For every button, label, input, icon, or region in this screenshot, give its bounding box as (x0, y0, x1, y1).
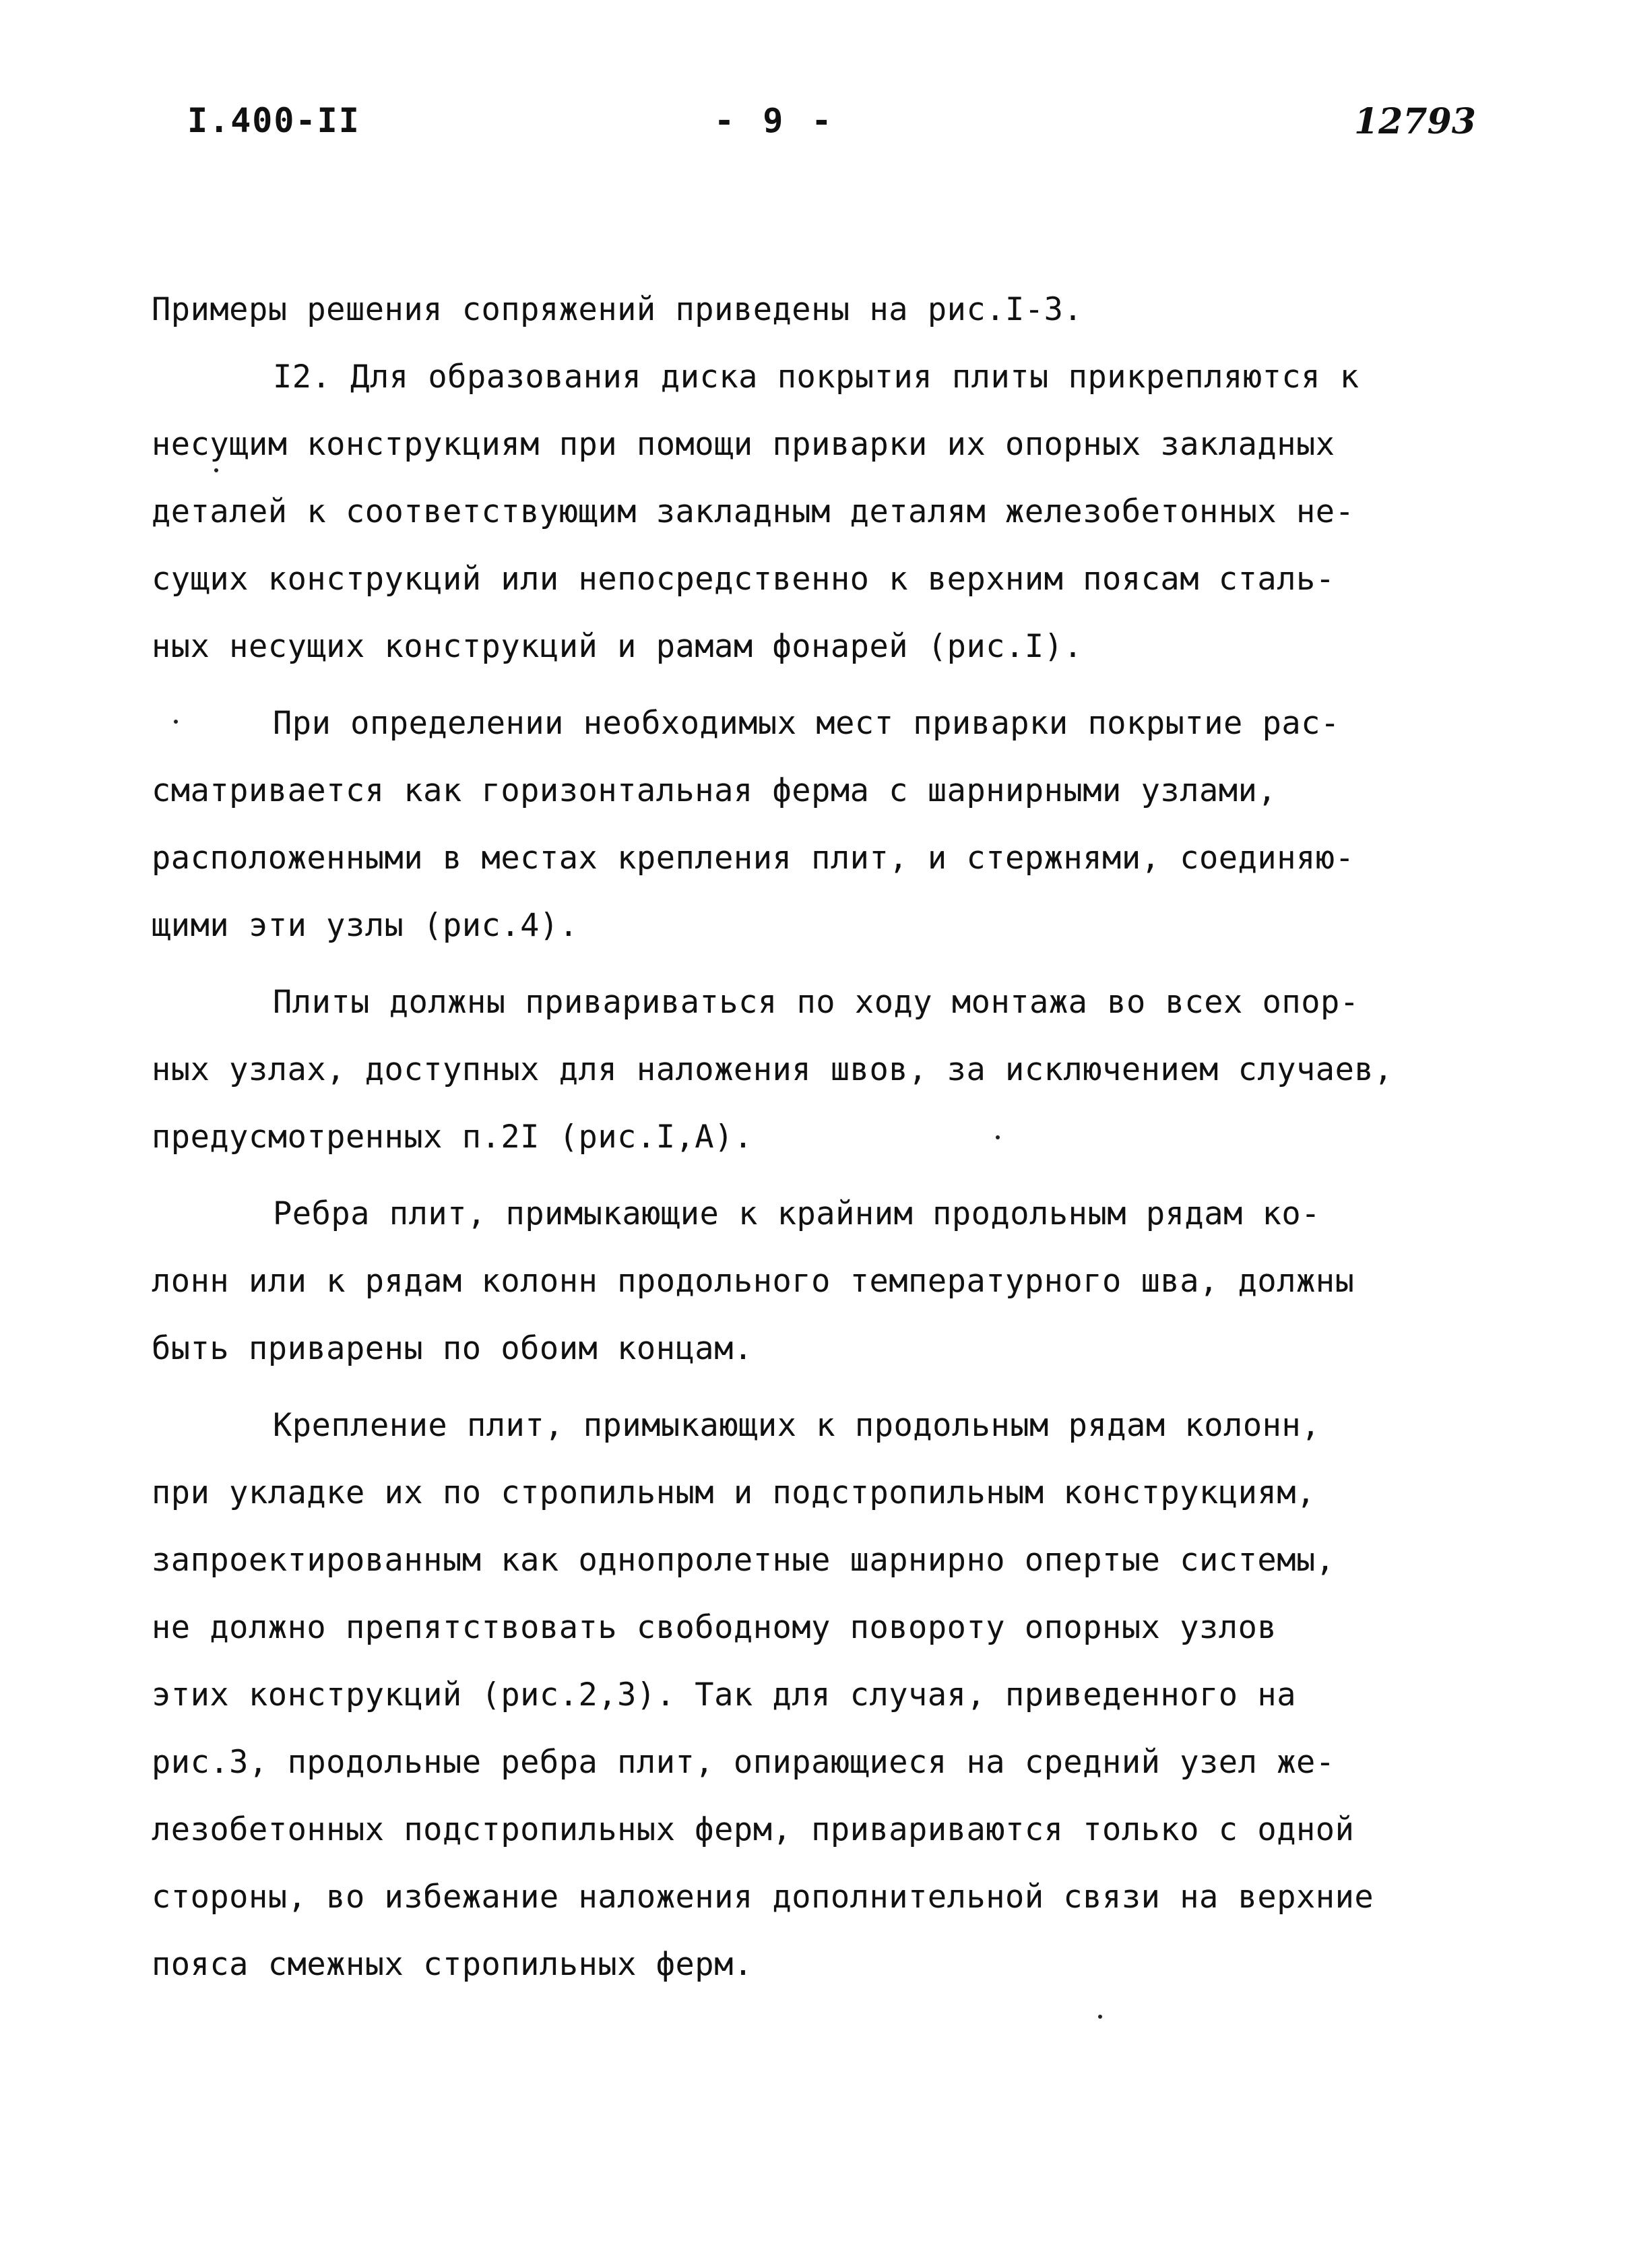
text-line: лезобетонных подстропильных ферм, привариваются только с одной (152, 1811, 1355, 1848)
text-line: Примеры решения сопряжений приведены на рис.I-3. (152, 291, 1083, 328)
text-line: запроектированным как однопролетные шарнирно опертые системы, (152, 1542, 1335, 1579)
text-line: Плиты должны привариваться по ходу монтажа во всех опор- (273, 984, 1360, 1021)
scan-speck (996, 1135, 1000, 1139)
text-line: сматривается как горизонтальная ферма с шарнирными узлами, (152, 772, 1277, 809)
text-line: не должно препятствовать свободному повороту опорных узлов (152, 1609, 1277, 1646)
text-line: пояса смежных стропильных ферм. (152, 1946, 753, 1983)
scan-speck (174, 720, 178, 724)
text-line: Крепление плит, примыкающих к продольным рядам колонн, (273, 1407, 1321, 1444)
text-line: этих конструкций (рис.2,3). Так для случая, приведенного на (152, 1676, 1296, 1713)
text-line: I2. Для образования диска покрытия плиты прикрепляются к (273, 358, 1360, 396)
page-header (0, 101, 1631, 162)
text-line: щими эти узлы (рис.4). (152, 907, 579, 944)
document-code: I.400-II (187, 101, 360, 140)
scan-speck (1098, 2015, 1102, 2019)
text-line: рис.3, продольные ребра плит, опирающиеся на средний узел же- (152, 1744, 1335, 1781)
text-line: При определении необходимых мест приварки покрытие рас- (273, 705, 1340, 742)
archive-number: 12793 (1354, 101, 1476, 142)
text-line: предусмотренных п.2I (рис.I,А). (152, 1119, 753, 1156)
page-number: - 9 - (714, 101, 836, 140)
text-line: быть приварены по обоим концам. (152, 1330, 753, 1367)
text-line: ных несущих конструкций и рамам фонарей (рис.I). (152, 628, 1083, 665)
text-line: при укладке их по стропильным и подстропильным конструкциям, (152, 1474, 1316, 1511)
scan-speck (214, 468, 218, 472)
text-line: стороны, во избежание наложения дополнительной связи на верхние (152, 1879, 1374, 1916)
text-line: несущим конструкциям при помощи приварки их опорных закладных (152, 426, 1335, 463)
body-text (152, 276, 1499, 1998)
text-line: ных узлах, доступных для наложения швов, за исключением случаев, (152, 1051, 1393, 1088)
text-line: лонн или к рядам колонн продольного температурного шва, должны (152, 1263, 1355, 1300)
text-line: Ребра плит, примыкающие к крайним продольным рядам ко- (273, 1195, 1321, 1232)
text-line: сущих конструкций или непосредственно к верхним поясам сталь- (152, 561, 1335, 598)
text-line: расположенными в местах крепления плит, и стержнями, соединяю- (152, 840, 1355, 877)
text-line: деталей к соответствующим закладным деталям железобетонных не- (152, 493, 1355, 530)
